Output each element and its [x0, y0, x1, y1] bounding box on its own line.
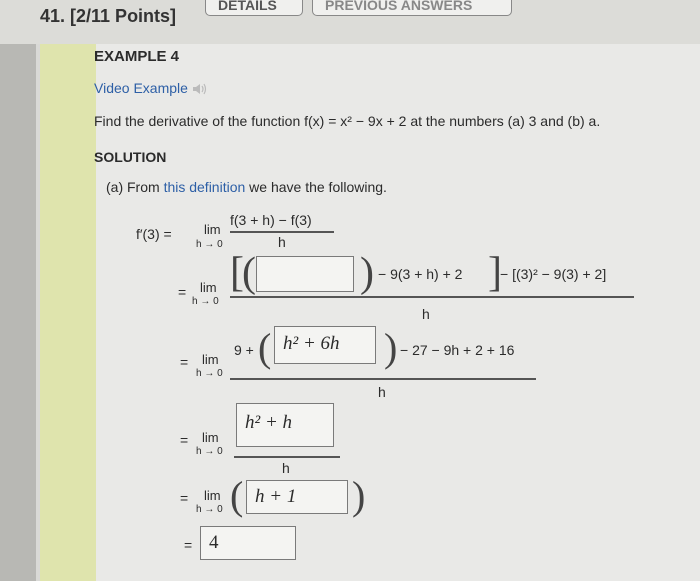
- limit-subscript-3: h → 0: [196, 368, 223, 379]
- open-bracket-2: [: [230, 250, 244, 296]
- answer-box-step2[interactable]: [256, 256, 354, 292]
- question-number: 41. [2/11 Points]: [40, 6, 177, 26]
- details-button[interactable]: DETAILS: [205, 0, 303, 16]
- answer-box-result[interactable]: [200, 526, 296, 560]
- limit-label-2: lim: [200, 280, 217, 295]
- step3-rest: − 27 − 9h + 2 + 16: [400, 342, 515, 358]
- answer-box-step4[interactable]: [236, 403, 334, 447]
- equals-4: =: [180, 432, 189, 448]
- question-header: [0, 0, 700, 44]
- limit-subscript-4: h → 0: [196, 446, 223, 457]
- limit-subscript-5: h → 0: [196, 504, 223, 515]
- problem-suffix: at the numbers (a) 3 and (b) a.: [406, 113, 601, 129]
- solution-heading: SOLUTION: [94, 149, 167, 165]
- step4-answer: h² + h: [245, 412, 293, 433]
- open-paren-5: (: [230, 473, 244, 518]
- denominator-4: h: [282, 460, 290, 476]
- step5-answer: h + 1: [255, 486, 297, 507]
- derivative-lhs: f′(3) =: [136, 226, 172, 242]
- close-paren-2: ): [360, 250, 374, 296]
- function-expression: f(x) = x² − 9x + 2: [304, 113, 407, 129]
- answer-box-step5[interactable]: [246, 480, 348, 514]
- previous-answers-button[interactable]: PREVIOUS ANSWERS: [312, 0, 512, 16]
- close-paren-5: ): [352, 473, 366, 518]
- result-answer: 4: [209, 532, 219, 553]
- part-a-prefix: (a) From: [106, 179, 164, 195]
- video-example-link[interactable]: [94, 80, 208, 96]
- left-edge-strip: [0, 44, 36, 581]
- fraction-bar-4: [234, 456, 340, 458]
- limit-label-1: lim: [204, 222, 221, 237]
- speaker-icon[interactable]: [192, 82, 208, 96]
- limit-label-4: lim: [202, 430, 219, 445]
- problem-statement: [94, 113, 600, 129]
- fraction-bar-3: [230, 378, 536, 380]
- part-a-suffix: we have the following.: [245, 179, 387, 195]
- limit-label-3: lim: [202, 352, 219, 367]
- limit-subscript-2: h → 0: [192, 296, 219, 307]
- open-paren-3: (: [258, 325, 272, 370]
- answer-box-step3[interactable]: [274, 326, 376, 364]
- equals-2: =: [178, 284, 187, 300]
- denominator-2: h: [422, 306, 430, 322]
- video-example-label: Video Example: [94, 80, 188, 96]
- fraction-bar-1: [230, 231, 334, 233]
- left-accent-bar: [40, 44, 96, 581]
- fraction-bar-2: [230, 296, 634, 298]
- step2-middle: − 9(3 + h) + 2: [378, 266, 463, 282]
- step3-answer: h² + 6h: [283, 333, 340, 354]
- example-title: EXAMPLE 4: [94, 48, 180, 65]
- step3-prefix: 9 +: [234, 342, 254, 358]
- definition-link[interactable]: this definition: [163, 179, 246, 195]
- difference-quotient-numerator: f(3 + h) − f(3): [230, 212, 312, 228]
- equals-3: =: [180, 354, 189, 370]
- denominator-3: h: [378, 384, 386, 400]
- equals-6: =: [184, 537, 193, 553]
- example-panel: [96, 44, 700, 581]
- part-a-intro: [106, 179, 387, 195]
- denominator-1: h: [278, 234, 286, 250]
- equals-5: =: [180, 490, 189, 506]
- limit-subscript-1: h → 0: [196, 239, 223, 250]
- open-paren-2: (: [242, 250, 256, 296]
- problem-prefix: Find the derivative of the function: [94, 113, 305, 129]
- close-bracket-2: ]: [488, 250, 502, 296]
- close-paren-3: ): [384, 325, 398, 370]
- step2-tail: − [(3)² − 9(3) + 2]: [500, 266, 607, 282]
- limit-label-5: lim: [204, 488, 221, 503]
